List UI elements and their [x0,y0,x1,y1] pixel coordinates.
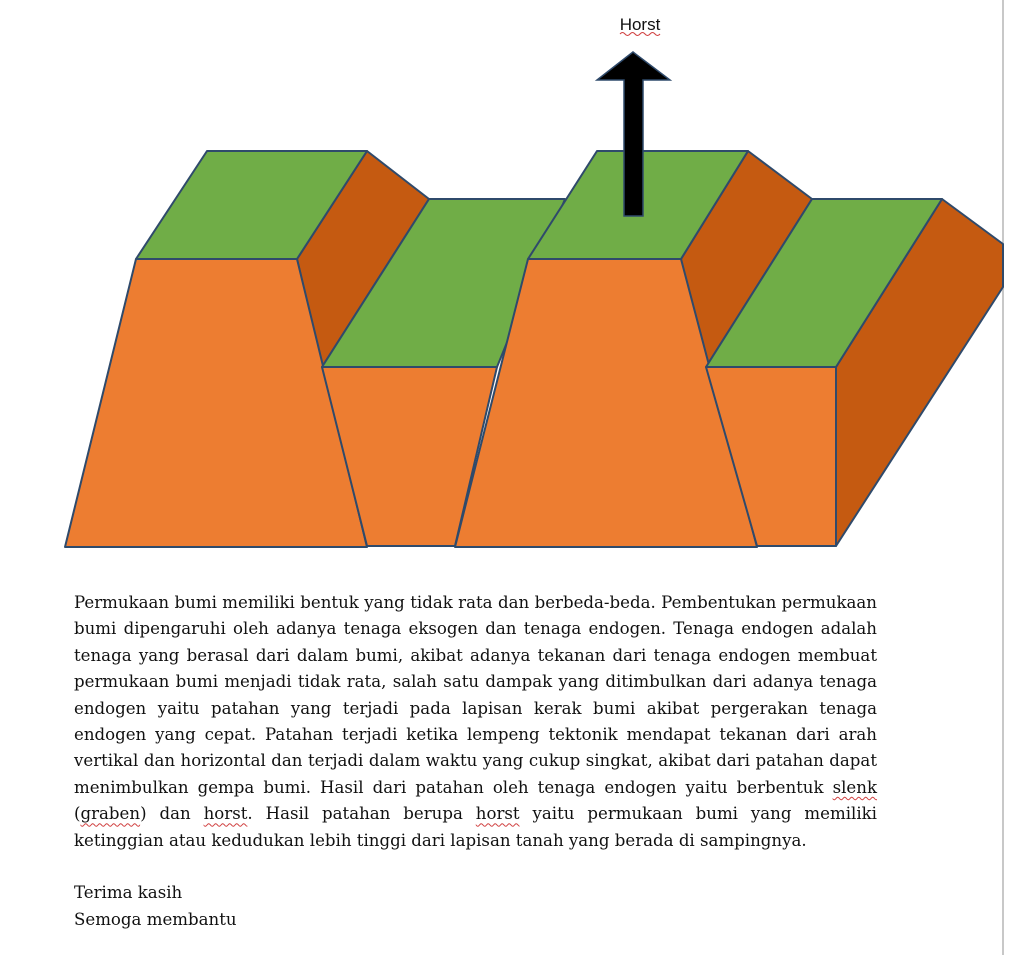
closing-wish: Semoga membantu [74,910,237,929]
term-slenk: slenk [832,777,877,797]
paragraph-text: Permukaan bumi memiliki bentuk yang tidak rata dan berbeda-beda. Pembentukan permukaan bumi dipengaruhi oleh adanya tenaga eksogen dan tenaga endogen. Tenaga endogen adalah tenaga yang berasal dari dalam bumi, akibat adanya tekanan dari tenaga endogen membuat permukaan bumi menjadi tidak rata, salah satu dampak yang ditimbulkan dari adanya tenaga endogen yaitu patahan yang terjadi pada lapisan kerak bumi akibat pergerakan tenaga endogen yang cepat. Patahan terjadi ketika lempeng tektonik mendapat tekanan dari arah vertikal dan horizontal dan terjadi dalam waktu yang cukup singkat, akibat dari patahan dapat menimbulkan gempa bumi. Hasil dari patahan oleh tenaga endogen yaitu berbentuk [74,593,877,797]
paragraph-text: yaitu permukaan bumi yang memiliki ketinggian atau kedudukan lebih tinggi dari lapisan tanah yang berada di sampingnya. [74,804,877,850]
term-horst: horst [475,804,520,824]
term-graben: graben [80,804,141,824]
paragraph-text: ( [74,804,81,824]
closing-block [74,879,237,933]
horst-label: Horst [619,15,661,34]
paragraph-text: . Hasil patahan berupa [247,804,476,824]
term-horst: horst [203,804,248,824]
closing-thanks: Terima kasih [74,883,183,902]
explanation-paragraph [74,590,877,854]
paragraph-text: ) dan [140,804,204,824]
